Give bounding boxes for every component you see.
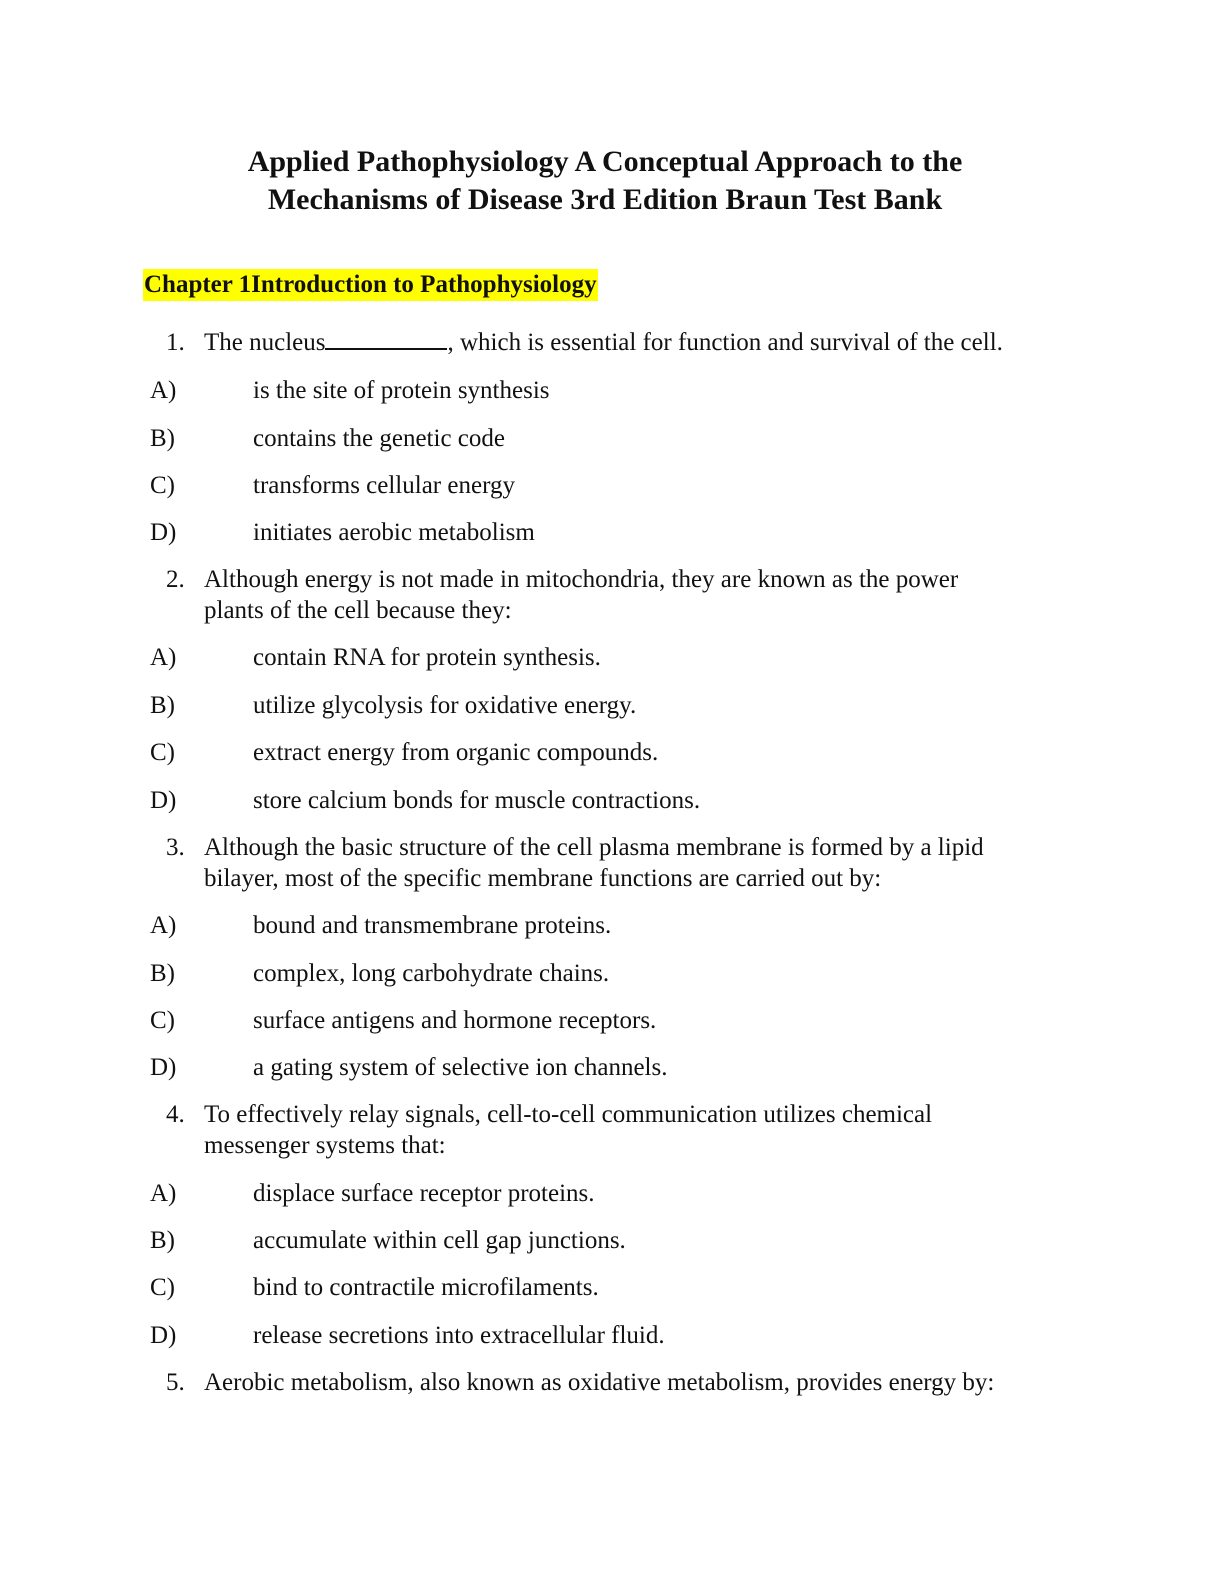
option-text: contains the genetic code [253,425,505,452]
title-line-2: Mechanisms of Disease 3rd Edition Braun Test Bank [267,183,943,216]
option-text: bind to contractile microfilaments. [253,1274,599,1301]
option-letter: C) [150,739,175,766]
option-text: contain RNA for protein synthesis. [253,644,601,671]
option-letter: B) [150,692,175,719]
option-text: accumulate within cell gap junctions. [253,1227,626,1254]
option-text: release secretions into extracellular fluid. [253,1322,665,1349]
title-line-1: Applied Pathophysiology A Conceptual Approach to the [247,145,963,178]
question-line-1: Although energy is not made in mitochondria, they are known as the power [204,566,959,593]
option-letter: D) [150,1322,177,1349]
question-text [204,327,1074,358]
fill-in-blank [325,328,447,350]
option-letter: C) [150,1007,175,1034]
chapter-heading: Chapter 1Introduction to Pathophysiology [143,269,598,301]
question-number: 5. [166,1369,185,1396]
option-text: extract energy from organic compounds. [253,739,659,766]
document-title [0,143,1210,219]
option-letter: B) [150,960,175,987]
option-text: surface antigens and hormone receptors. [253,1007,657,1034]
option-text: displace surface receptor proteins. [253,1180,595,1207]
option-letter: C) [150,472,175,499]
option-text: bound and transmembrane proteins. [253,912,612,939]
question-line-1: Although the basic structure of the cell plasma membrane is formed by a lipid [204,834,984,861]
option-letter: B) [150,425,175,452]
option-letter: A) [150,912,177,939]
question-number: 1. [166,329,185,356]
question-line-1: Aerobic metabolism, also known as oxidative metabolism, provides energy by: [204,1369,995,1396]
question-text [204,564,1074,626]
option-letter: B) [150,1227,175,1254]
option-letter: C) [150,1274,175,1301]
question-text-after: , which is essential for function and survival of the cell. [447,329,1003,356]
question-line-2: bilayer, most of the specific membrane functions are carried out by: [204,865,882,892]
question-text [204,1099,1074,1161]
option-text: initiates aerobic metabolism [253,519,535,546]
option-text: complex, long carbohydrate chains. [253,960,610,987]
question-line-2: messenger systems that: [204,1132,446,1159]
option-letter: D) [150,519,177,546]
question-line-2: plants of the cell because they: [204,597,512,624]
question-text [204,832,1074,894]
question-line-1: To effectively relay signals, cell-to-cell communication utilizes chemical [204,1101,933,1128]
question-text [204,1367,1074,1398]
option-letter: A) [150,377,177,404]
option-text: utilize glycolysis for oxidative energy. [253,692,637,719]
question-number: 4. [166,1101,185,1128]
option-text: is the site of protein synthesis [253,377,550,404]
question-number: 2. [166,566,185,593]
option-letter: D) [150,1054,177,1081]
option-letter: A) [150,1180,177,1207]
option-text: transforms cellular energy [253,472,515,499]
option-text: store calcium bonds for muscle contractions. [253,787,701,814]
option-text: a gating system of selective ion channels. [253,1054,668,1081]
question-number: 3. [166,834,185,861]
option-letter: D) [150,787,177,814]
question-text-before: The nucleus [204,329,326,356]
option-letter: A) [150,644,177,671]
